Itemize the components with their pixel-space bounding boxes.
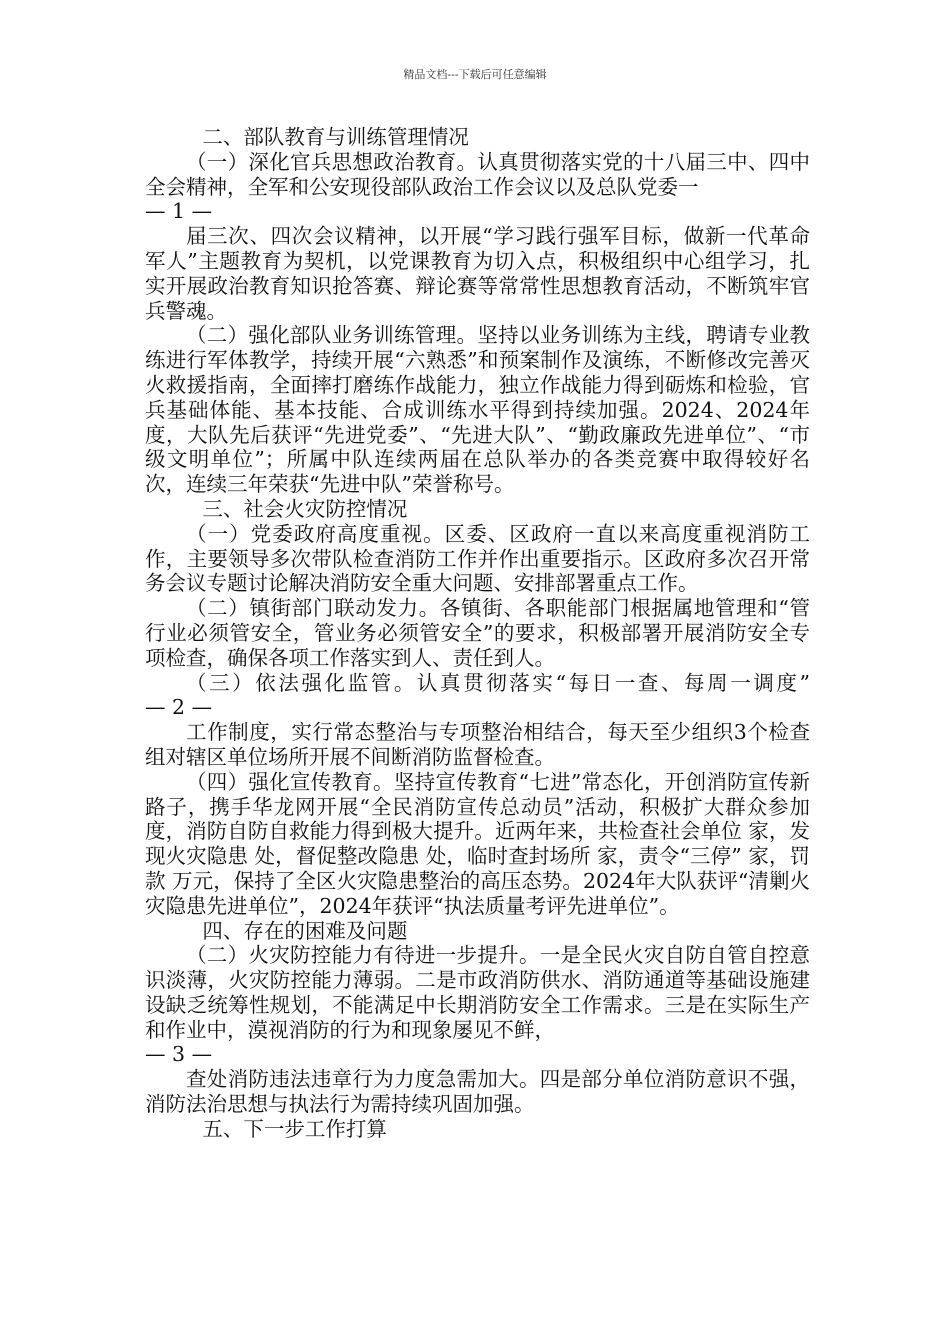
paragraph-text: （四）强化宣传教育。坚持宣传教育“七进”常态化，开创消防宣传新路子，携手华龙网开展“全民消防宣传总动员”活动，积极扩大群众参加度，消防自防自救能力得到极大提升。近两年来，共检查社会单位 家，发现火灾隐患 处，督促整改隐患 处，临时查封场所 家，责令“三停” 家，罚款 万元，保持了全区火灾隐患整治的高压态势。2024年大队获评“清剿火灾隐患先进单位”，2024年获评“执法质量考评先进单位”。 [145,769,810,918]
paragraph [145,943,810,1042]
paragraph-text: 查处消防违法违章行为力度急需加大。四是部分单位消防意识不强，消防法治思想与执法行为需持续巩固加强。 [145,1067,810,1117]
paragraph-text: 工作制度，实行常态整治与专项整治相结合，每天至少组织3个检查组对辖区单位场所开展不间断消防监督检查。 [145,720,810,769]
page-number: — 2 — [145,695,213,720]
paragraph-text: 二、部队教育与训练管理情况 [202,125,469,149]
paragraph-text: （二）强化部队业务训练管理。坚持以业务训练为主线，聘请专业教练进行军体教学，持续开展“六熟悉”和预案制作及演练，不断修改完善灭火救援指南，全面摔打磨练作战能力，独立作战能力得到砺炼和检验，官兵基础体能、基本技能、合成训练水平得到持续加强。2024、2024年度，大队先后获评“先进党委”、“先进大队”、“勤政廉政先进单位”、“市级文明单位”；所属中队连续两届在总队举办的各类竞赛中取得较好名次，连续三年荣获“先进中队”荣誉称号。 [145,323,810,497]
section-heading [145,497,810,522]
paragraph [145,323,810,497]
paragraph [145,224,810,323]
section-heading [145,125,810,150]
paragraph-text: （二）火灾防控能力有待进一步提升。一是全民火灾自防自管自控意识淡薄，火灾防控能力薄弱。二是市政消防供水、消防通道等基础设施建设缺乏统筹性规划，不能满足中长期消防安全工作需求。三是在实际生产和作业中，漠视消防的行为和现象屡见不鲜， [145,943,810,1042]
page-header: 精品文档---下载后可任意编辑 [403,68,547,81]
paragraph-text: 五、下一步工作打算 [202,1116,387,1141]
paragraph [145,671,810,721]
page-number-text: — 3 — [145,1042,213,1067]
paragraph-text: （一）党委政府高度重视。区委、区政府一直以来高度重视消防工作，主要领导多次带队检查消防工作并作出重要指示。区政府多次召开常务会议专题讨论解决消防安全重大问题、安排部署重点工作。 [145,521,810,596]
paragraph-text: 三、社会火灾防控情况 [202,496,408,521]
paragraph-text: 四、存在的困难及问题 [202,918,408,943]
page-number [145,199,810,224]
paragraph [145,1067,810,1117]
paragraph [145,596,810,670]
page-number [145,1042,810,1067]
paragraph [145,150,810,200]
paragraph-text: 届三次、四次会议精神，以开展“学习践行强军目标，做新一代革命军人”主题教育为契机，以党课教育为切入点，积极组织中心组学习，扎实开展政治教育知识抢答赛、辩论赛等常常性思想教育活动，不断筑牢官兵警魂。 [145,224,810,323]
section-heading [145,1117,810,1142]
page-number-text: — 1 — [145,199,213,224]
document-body [145,125,810,1142]
paragraph [145,522,810,596]
paragraph-text: （一）深化官兵思想政治教育。认真贯彻落实党的十八届三中、四中全会精神，全军和公安现役部队政治工作会议以及总队党委一 [145,149,810,199]
section-heading [145,919,810,944]
paragraph-text: （三）依法强化监管。认真贯彻落实“每日一查、每周一调度” [186,670,810,695]
paragraph [145,770,810,919]
paragraph [145,720,810,770]
paragraph-text: （二）镇街部门联动发力。各镇街、各职能部门根据属地管理和“管行业必须管安全，管业务必须管安全”的要求，积极部署开展消防安全专项检查，确保各项工作落实到人、责任到人。 [145,596,810,670]
